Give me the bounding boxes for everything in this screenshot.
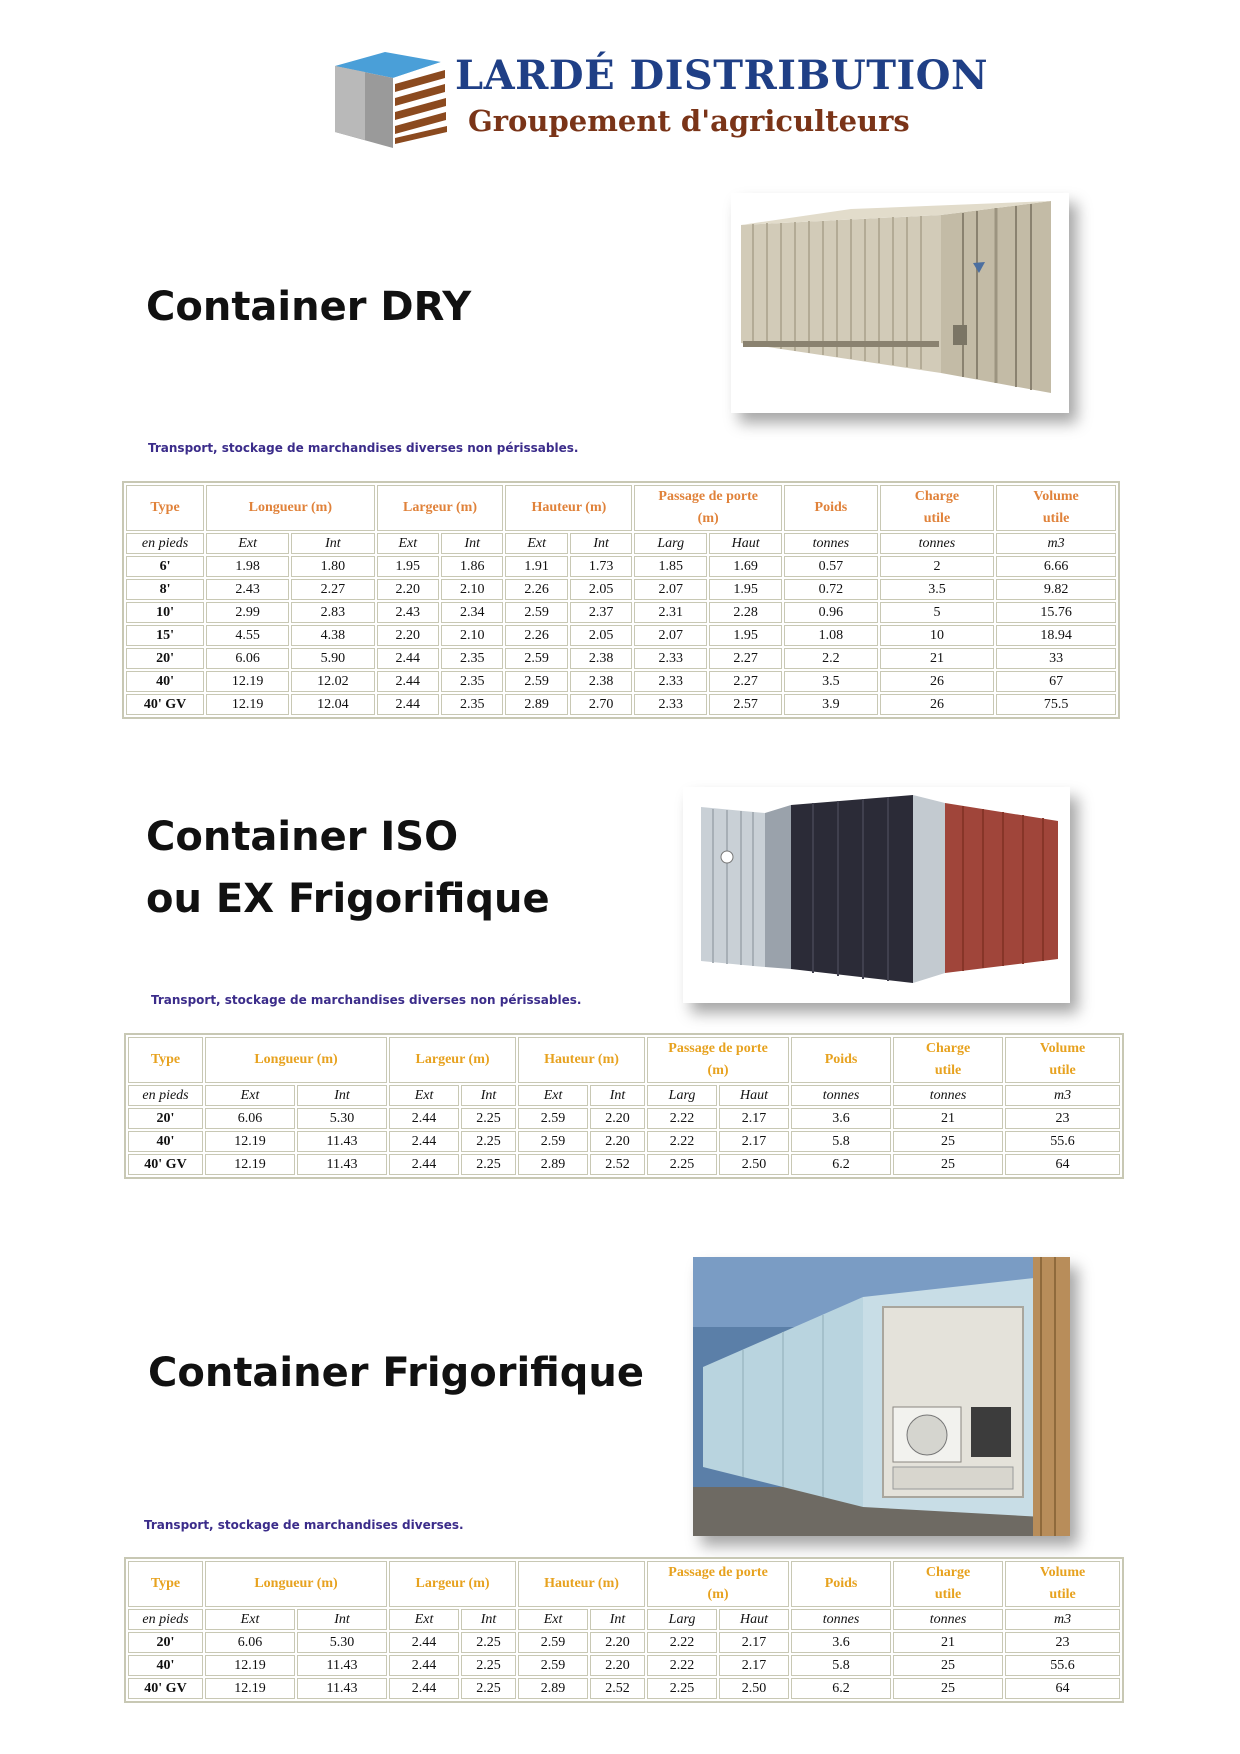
- unit-cell: Ext: [206, 533, 289, 554]
- table-cell: 2.35: [441, 694, 503, 715]
- col-header-hauteur: Hauteur (m): [518, 1037, 645, 1083]
- table-cell: 2.44: [377, 694, 439, 715]
- table-cell: 2: [880, 556, 994, 577]
- table-cell: 12.19: [206, 694, 289, 715]
- table-cell: 2.28: [709, 602, 782, 623]
- table-cell: 2.44: [389, 1678, 459, 1699]
- table-cell: 55.6: [1005, 1131, 1120, 1152]
- table-cell: 2.34: [441, 602, 503, 623]
- table-cell: 2.05: [570, 625, 632, 646]
- company-name: LARDÉ DISTRIBUTION: [455, 52, 989, 99]
- table-cell: 2.43: [206, 579, 289, 600]
- unit-cell: en pieds: [128, 1609, 203, 1630]
- table-cell: 1.80: [291, 556, 374, 577]
- table-cell: 2.52: [590, 1154, 645, 1175]
- unit-cell: Int: [297, 1609, 387, 1630]
- table-row: [126, 625, 1116, 646]
- table-cell: 2.33: [634, 648, 707, 669]
- frigo-container-photo: [693, 1257, 1070, 1536]
- table-row: [126, 556, 1116, 577]
- unit-cell: Haut: [709, 533, 782, 554]
- table-cell: 2.25: [461, 1108, 516, 1129]
- row-type-cell: 20': [128, 1632, 203, 1653]
- table-cell: 2.44: [389, 1131, 459, 1152]
- table-cell: 2.59: [518, 1108, 588, 1129]
- row-type-cell: 40' GV: [128, 1678, 203, 1699]
- table-cell: 2.17: [719, 1655, 789, 1676]
- table-cell: 0.72: [784, 579, 878, 600]
- table-cell: 2.99: [206, 602, 289, 623]
- unit-cell: Ext: [505, 533, 567, 554]
- unit-cell: Int: [461, 1609, 516, 1630]
- col-header-longueur: Longueur (m): [205, 1037, 387, 1083]
- table-cell: 2.44: [377, 648, 439, 669]
- table-cell: 5.30: [297, 1632, 387, 1653]
- table-cell: 2.20: [377, 625, 439, 646]
- table-cell: 5.30: [297, 1108, 387, 1129]
- table-cell: 2.26: [505, 579, 567, 600]
- col-header-poids: Poids: [784, 485, 878, 531]
- row-type-cell: 40' GV: [128, 1154, 203, 1175]
- table-cell: 1.95: [709, 625, 782, 646]
- section-title-frigo: Container Frigorifique: [148, 1350, 645, 1396]
- table-cell: 1.08: [784, 625, 878, 646]
- table-cell: 2.59: [518, 1632, 588, 1653]
- col-header-volume: Volume utile: [996, 485, 1116, 531]
- col-header-type: Type: [128, 1561, 203, 1607]
- table-cell: 2.20: [377, 579, 439, 600]
- unit-cell: Larg: [634, 533, 707, 554]
- frigo-spec-table: [124, 1557, 1124, 1703]
- col-header-poids: Poids: [791, 1037, 891, 1083]
- table-cell: 1.91: [505, 556, 567, 577]
- unit-cell: Int: [461, 1085, 516, 1106]
- table-cell: 2.59: [505, 671, 567, 692]
- table-cell: 11.43: [297, 1678, 387, 1699]
- table-cell: 2.38: [570, 671, 632, 692]
- col-header-largeur: Largeur (m): [389, 1561, 516, 1607]
- table-cell: 2.44: [389, 1655, 459, 1676]
- table-cell: 11.43: [297, 1655, 387, 1676]
- col-header-passage: Passage de porte (m): [647, 1037, 789, 1083]
- table-cell: 2.59: [518, 1131, 588, 1152]
- table-cell: 75.5: [996, 694, 1116, 715]
- table-cell: 64: [1005, 1678, 1120, 1699]
- unit-cell: Int: [590, 1609, 645, 1630]
- table-header-row: [126, 485, 1116, 531]
- dry-spec-table: [122, 481, 1120, 719]
- table-cell: 4.38: [291, 625, 374, 646]
- table-cell: 15.76: [996, 602, 1116, 623]
- unit-cell: Ext: [389, 1085, 459, 1106]
- table-row: [126, 671, 1116, 692]
- units-row: [128, 1609, 1120, 1630]
- table-cell: 2.43: [377, 602, 439, 623]
- table-cell: 2.22: [647, 1131, 717, 1152]
- table-cell: 2.25: [461, 1632, 516, 1653]
- row-type-cell: 40': [126, 671, 204, 692]
- table-cell: 25: [893, 1154, 1003, 1175]
- table-cell: 1.69: [709, 556, 782, 577]
- unit-cell: Larg: [647, 1609, 717, 1630]
- unit-cell: Ext: [205, 1085, 295, 1106]
- table-cell: 2.59: [518, 1655, 588, 1676]
- table-row: [128, 1108, 1120, 1129]
- unit-cell: Ext: [205, 1609, 295, 1630]
- table-cell: 1.73: [570, 556, 632, 577]
- unit-cell: m3: [1005, 1609, 1120, 1630]
- table-cell: 6.2: [791, 1678, 891, 1699]
- table-row: [128, 1154, 1120, 1175]
- table-cell: 1.95: [377, 556, 439, 577]
- unit-cell: tonnes: [893, 1609, 1003, 1630]
- table-cell: 2.50: [719, 1154, 789, 1175]
- section-subtitle-frigo: Transport, stockage de marchandises diverses.: [144, 1518, 464, 1532]
- table-cell: 1.85: [634, 556, 707, 577]
- table-cell: 25: [893, 1655, 1003, 1676]
- table-cell: 2.89: [518, 1678, 588, 1699]
- unit-cell: Ext: [518, 1609, 588, 1630]
- table-cell: 12.19: [205, 1154, 295, 1175]
- table-cell: 3.5: [784, 671, 878, 692]
- table-header-row: [128, 1037, 1120, 1083]
- unit-cell: Larg: [647, 1085, 717, 1106]
- col-header-passage: Passage de porte (m): [647, 1561, 789, 1607]
- table-cell: 26: [880, 694, 994, 715]
- unit-cell: Ext: [389, 1609, 459, 1630]
- table-cell: 2.25: [647, 1678, 717, 1699]
- table-cell: 2.10: [441, 579, 503, 600]
- table-cell: 25: [893, 1678, 1003, 1699]
- section-title-dry: Container DRY: [146, 284, 472, 330]
- table-row: [126, 694, 1116, 715]
- company-tagline: Groupement d'agriculteurs: [468, 104, 910, 138]
- table-cell: 2.44: [389, 1632, 459, 1653]
- table-cell: 2.33: [634, 694, 707, 715]
- table-cell: 0.96: [784, 602, 878, 623]
- unit-cell: m3: [996, 533, 1116, 554]
- units-row: [128, 1085, 1120, 1106]
- table-cell: 3.5: [880, 579, 994, 600]
- col-header-hauteur: Hauteur (m): [518, 1561, 645, 1607]
- table-cell: 6.66: [996, 556, 1116, 577]
- table-cell: 2.20: [590, 1655, 645, 1676]
- table-cell: 2.22: [647, 1632, 717, 1653]
- col-header-largeur: Largeur (m): [389, 1037, 516, 1083]
- col-header-type: Type: [128, 1037, 203, 1083]
- table-cell: 2.89: [518, 1154, 588, 1175]
- table-cell: 6.06: [206, 648, 289, 669]
- table-cell: 3.6: [791, 1108, 891, 1129]
- row-type-cell: 15': [126, 625, 204, 646]
- table-cell: 2.31: [634, 602, 707, 623]
- table-cell: 2.22: [647, 1108, 717, 1129]
- table-cell: 2.25: [461, 1678, 516, 1699]
- table-cell: 64: [1005, 1154, 1120, 1175]
- table-cell: 21: [893, 1632, 1003, 1653]
- table-cell: 5.8: [791, 1655, 891, 1676]
- table-cell: 2.37: [570, 602, 632, 623]
- table-cell: 9.82: [996, 579, 1116, 600]
- table-cell: 2.59: [505, 602, 567, 623]
- unit-cell: Int: [441, 533, 503, 554]
- unit-cell: Int: [297, 1085, 387, 1106]
- table-cell: 1.98: [206, 556, 289, 577]
- table-cell: 2.20: [590, 1632, 645, 1653]
- row-type-cell: 40' GV: [126, 694, 204, 715]
- table-cell: 2.27: [709, 671, 782, 692]
- table-cell: 2.27: [291, 579, 374, 600]
- table-cell: 12.04: [291, 694, 374, 715]
- table-cell: 2.44: [389, 1154, 459, 1175]
- table-row: [126, 579, 1116, 600]
- table-cell: 2.59: [505, 648, 567, 669]
- table-cell: 2.35: [441, 648, 503, 669]
- table-row: [128, 1632, 1120, 1653]
- col-header-poids: Poids: [791, 1561, 891, 1607]
- table-cell: 12.19: [205, 1131, 295, 1152]
- table-cell: 5.90: [291, 648, 374, 669]
- unit-cell: Haut: [719, 1609, 789, 1630]
- row-type-cell: 20': [128, 1108, 203, 1129]
- unit-cell: m3: [1005, 1085, 1120, 1106]
- table-cell: 2.25: [461, 1131, 516, 1152]
- table-cell: 23: [1005, 1632, 1120, 1653]
- table-cell: 3.6: [791, 1632, 891, 1653]
- row-type-cell: 20': [126, 648, 204, 669]
- table-cell: 11.43: [297, 1131, 387, 1152]
- iso-spec-table: [124, 1033, 1124, 1179]
- unit-cell: en pieds: [126, 533, 204, 554]
- table-cell: 2.33: [634, 671, 707, 692]
- dry-container-photo: [731, 193, 1069, 413]
- unit-cell: Ext: [377, 533, 439, 554]
- table-cell: 12.02: [291, 671, 374, 692]
- table-cell: 2.25: [461, 1655, 516, 1676]
- table-cell: 55.6: [1005, 1655, 1120, 1676]
- section-title-iso-line2: ou EX Frigorifique: [146, 876, 550, 922]
- table-cell: 2.17: [719, 1108, 789, 1129]
- col-header-hauteur: Hauteur (m): [505, 485, 632, 531]
- table-header-row: [128, 1561, 1120, 1607]
- unit-cell: en pieds: [128, 1085, 203, 1106]
- table-cell: 2.17: [719, 1632, 789, 1653]
- unit-cell: tonnes: [791, 1609, 891, 1630]
- table-cell: 2.57: [709, 694, 782, 715]
- col-header-longueur: Longueur (m): [205, 1561, 387, 1607]
- table-cell: 2.07: [634, 625, 707, 646]
- table-cell: 21: [880, 648, 994, 669]
- table-row: [128, 1678, 1120, 1699]
- table-cell: 2.2: [784, 648, 878, 669]
- row-type-cell: 10': [126, 602, 204, 623]
- table-row: [128, 1131, 1120, 1152]
- row-type-cell: 40': [128, 1131, 203, 1152]
- section-title-iso: Container ISO: [146, 814, 459, 860]
- table-cell: 12.19: [205, 1655, 295, 1676]
- table-cell: 12.19: [205, 1678, 295, 1699]
- table-cell: 21: [893, 1108, 1003, 1129]
- table-cell: 2.26: [505, 625, 567, 646]
- col-header-type: Type: [126, 485, 204, 531]
- table-cell: 1.86: [441, 556, 503, 577]
- table-cell: 2.38: [570, 648, 632, 669]
- iso-container-photo: [683, 787, 1070, 1003]
- table-cell: 26: [880, 671, 994, 692]
- table-cell: 11.43: [297, 1154, 387, 1175]
- unit-cell: Int: [590, 1085, 645, 1106]
- table-cell: 2.10: [441, 625, 503, 646]
- table-cell: 18.94: [996, 625, 1116, 646]
- table-cell: 2.17: [719, 1131, 789, 1152]
- col-header-charge: Charge utile: [880, 485, 994, 531]
- table-cell: 2.25: [461, 1154, 516, 1175]
- col-header-volume: Volume utile: [1005, 1037, 1120, 1083]
- col-header-charge: Charge utile: [893, 1561, 1003, 1607]
- table-cell: 6.2: [791, 1154, 891, 1175]
- table-cell: 6.06: [205, 1108, 295, 1129]
- row-type-cell: 6': [126, 556, 204, 577]
- table-cell: 1.95: [709, 579, 782, 600]
- table-row: [126, 648, 1116, 669]
- unit-cell: tonnes: [784, 533, 878, 554]
- table-cell: 0.57: [784, 556, 878, 577]
- table-cell: 2.22: [647, 1655, 717, 1676]
- unit-cell: tonnes: [791, 1085, 891, 1106]
- table-cell: 23: [1005, 1108, 1120, 1129]
- unit-cell: Int: [291, 533, 374, 554]
- table-cell: 2.27: [709, 648, 782, 669]
- table-cell: 2.70: [570, 694, 632, 715]
- unit-cell: Haut: [719, 1085, 789, 1106]
- table-cell: 2.25: [647, 1154, 717, 1175]
- table-cell: 2.20: [590, 1108, 645, 1129]
- table-cell: 2.52: [590, 1678, 645, 1699]
- unit-cell: Ext: [518, 1085, 588, 1106]
- table-row: [126, 602, 1116, 623]
- table-cell: 5.8: [791, 1131, 891, 1152]
- company-logo: [335, 44, 450, 149]
- table-cell: 25: [893, 1131, 1003, 1152]
- table-cell: 2.07: [634, 579, 707, 600]
- table-cell: 4.55: [206, 625, 289, 646]
- unit-cell: tonnes: [880, 533, 994, 554]
- table-cell: 10: [880, 625, 994, 646]
- section-subtitle-iso: Transport, stockage de marchandises diverses non périssables.: [151, 993, 582, 1007]
- row-type-cell: 8': [126, 579, 204, 600]
- table-cell: 2.83: [291, 602, 374, 623]
- table-cell: 2.05: [570, 579, 632, 600]
- table-cell: 67: [996, 671, 1116, 692]
- col-header-volume: Volume utile: [1005, 1561, 1120, 1607]
- table-row: [128, 1655, 1120, 1676]
- section-subtitle-dry: Transport, stockage de marchandises diverses non périssables.: [148, 441, 579, 455]
- col-header-passage: Passage de porte (m): [634, 485, 782, 531]
- table-cell: 2.89: [505, 694, 567, 715]
- row-type-cell: 40': [128, 1655, 203, 1676]
- unit-cell: tonnes: [893, 1085, 1003, 1106]
- col-header-charge: Charge utile: [893, 1037, 1003, 1083]
- table-cell: 2.44: [389, 1108, 459, 1129]
- table-cell: 2.35: [441, 671, 503, 692]
- unit-cell: Int: [570, 533, 632, 554]
- units-row: [126, 533, 1116, 554]
- table-cell: 33: [996, 648, 1116, 669]
- table-cell: 2.50: [719, 1678, 789, 1699]
- table-cell: 2.20: [590, 1131, 645, 1152]
- table-cell: 2.44: [377, 671, 439, 692]
- table-cell: 3.9: [784, 694, 878, 715]
- col-header-largeur: Largeur (m): [377, 485, 504, 531]
- table-cell: 6.06: [205, 1632, 295, 1653]
- col-header-longueur: Longueur (m): [206, 485, 375, 531]
- table-cell: 5: [880, 602, 994, 623]
- table-cell: 12.19: [206, 671, 289, 692]
